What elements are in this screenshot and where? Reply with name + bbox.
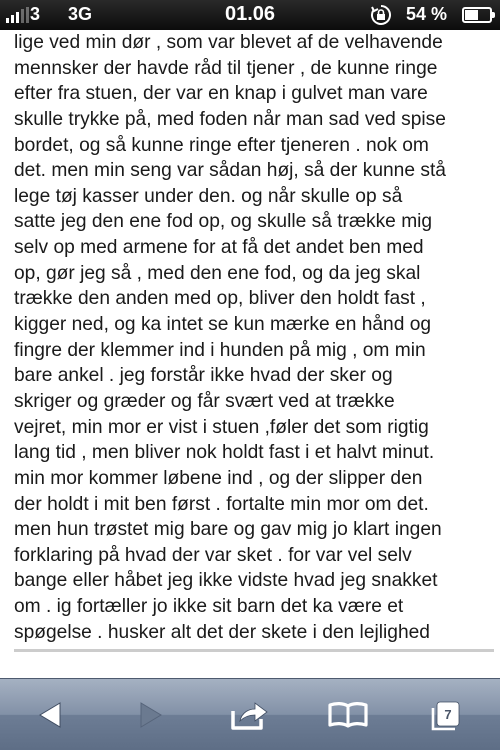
bookmarks-button[interactable] (316, 679, 380, 750)
text-line: der holdt i mit ben først . fortalte min mor om det. (14, 493, 429, 515)
forward-button[interactable] (118, 679, 182, 750)
text-line: min mor kommer løbene ind , og der slipper den (14, 467, 423, 489)
tabs-icon (429, 698, 463, 732)
text-line: lige ved min dør , som var blevet af de velhavende (14, 32, 443, 53)
web-content[interactable] (0, 30, 500, 678)
status-bar (0, 0, 500, 30)
browser-toolbar (0, 678, 500, 750)
text-line: bordet, og så kunne ringe efter tjeneren . nok om (14, 134, 429, 156)
battery-level-fill (465, 10, 478, 20)
text-line: det. men min seng var sådan høj, så der kunne stå (14, 160, 446, 182)
battery-percent: 54 % (406, 4, 448, 24)
text-line: op, gør jeg så , med den ene fod, og da jeg skal (14, 262, 421, 284)
text-line: trække den anden med op, bliver den holdt fast , (14, 288, 426, 310)
text-line: men hun trøstet mig bare og gav mig jo klart ingen (14, 519, 442, 541)
battery-icon (462, 7, 492, 23)
text-line: satte jeg den ene fod op, og skulle så trække mig (14, 211, 433, 233)
text-line: selv op med armene for at få det andet ben med (14, 237, 424, 259)
rotation-lock-icon (370, 4, 392, 26)
text-line: vejret, min mor er vist i stuen ,føler det som rigtig (14, 416, 429, 438)
back-arrow-icon (36, 700, 64, 730)
text-line: lang tid , men bliver nok holdt fast i et halvt minut. (14, 442, 435, 464)
text-line: fingre der klemmer ind i hunden på mig , om min (14, 339, 426, 361)
tabs-button[interactable] (414, 679, 478, 750)
text-line: skulle trykke på, med foden når man sad ved spise (14, 108, 446, 130)
text-line: mennsker der havde råd til tjener , de kunne ringe (14, 57, 438, 79)
text-line: kigger ned, og ka intet se kun mærke en hånd og (14, 314, 432, 336)
text-line: skriger og græder og får svært ved at trække (14, 390, 395, 412)
share-icon (230, 699, 270, 731)
bookmarks-icon (328, 701, 368, 729)
status-time: 01.06 (224, 3, 276, 25)
text-line: forklaring på hvad der var sket . for var vel selv (14, 544, 412, 566)
text-line: lege tøj kasser under den. og når skulle op så (14, 185, 403, 207)
forward-arrow-icon (136, 700, 164, 730)
text-line: spøgelse . husker alt det der skete i den lejlighed (14, 621, 430, 643)
text-line: efter fra stuen, der var en knap i gulvet man vare (14, 83, 428, 105)
text-line: om . ig fortæller jo ikke sit barn det ka være et (14, 596, 404, 618)
text-line: bange eller håbet jeg ikke vidste hvad jeg snakket (14, 570, 438, 592)
cut-off-line-bottom (14, 645, 498, 671)
network-type: 3G (68, 4, 93, 24)
carrier-name: 3 (30, 4, 41, 24)
back-button[interactable] (18, 679, 82, 750)
text-line: bare ankel . jeg forstår ikke hvad der sker og (14, 365, 393, 387)
tab-count: 7 (444, 706, 452, 722)
article-text (14, 30, 498, 671)
share-button[interactable] (218, 679, 282, 750)
